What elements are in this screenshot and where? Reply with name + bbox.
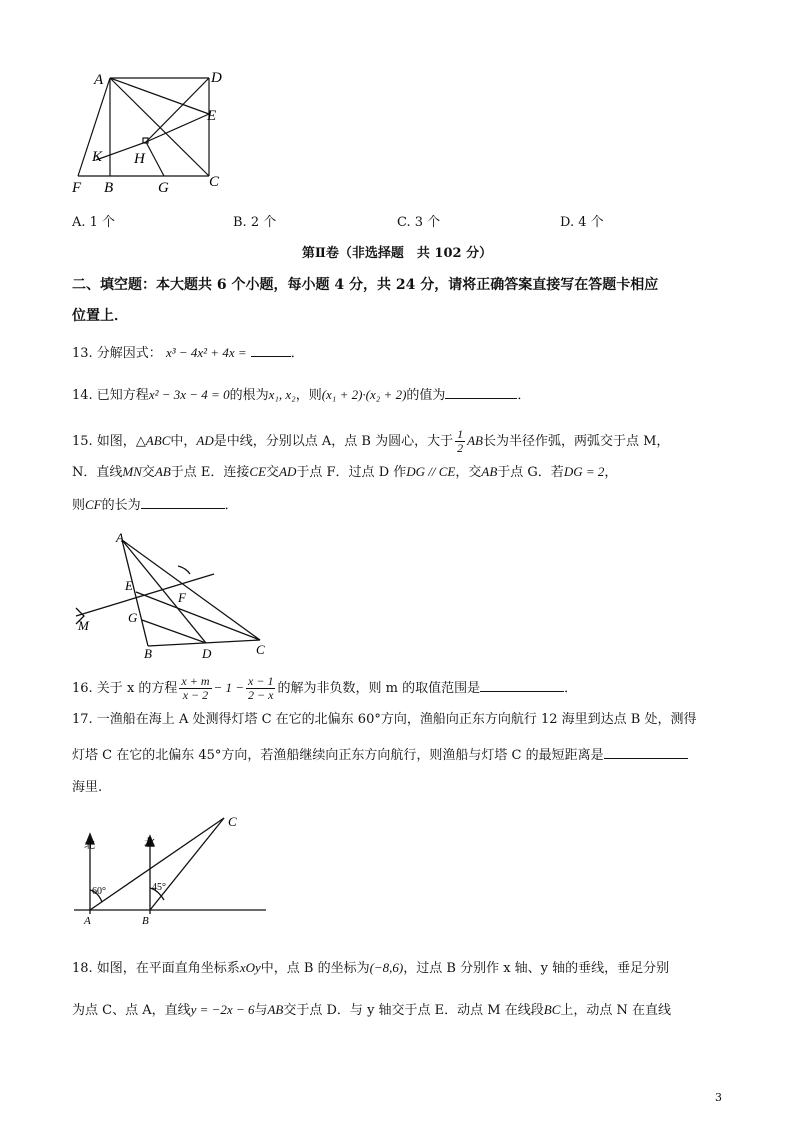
- q15-text: 交: [266, 465, 280, 480]
- q17-line2-text: 灯塔 C 在它的北偏东 45°方向，若渔船继续向正东方向航行，则渔船与灯塔 C 的最短距离是: [72, 748, 604, 763]
- fig1-label-d: D: [211, 70, 222, 86]
- fig3-label-c: C: [228, 814, 237, 829]
- q18-line-equation: y = −2x − 6: [190, 1002, 255, 1017]
- q15-text: 交: [141, 465, 155, 480]
- q15-text: 于点 G．若: [497, 465, 564, 480]
- question-14: [72, 384, 530, 406]
- fig2-label-m: M: [78, 618, 89, 633]
- question-17-line1: 17. 一渔船在海上 A 处测得灯塔 C 在它的北偏东 60°方向，渔船向正东方向航行 12 海里到达点 B 处，测得: [72, 712, 697, 727]
- q15-mn: MN: [122, 464, 142, 479]
- fig3-north-a: 北: [84, 839, 95, 851]
- fig1-label-k: K: [92, 149, 103, 165]
- q14-roots: x₁, x₂: [268, 387, 296, 402]
- q16-prefix: 16. 关于 x 的方程: [72, 681, 178, 696]
- question-13: [72, 342, 304, 364]
- q16-minus-one: − 1 −: [213, 680, 245, 695]
- q15-cf: CF: [85, 497, 102, 512]
- q16-end: ．: [564, 681, 578, 696]
- fig2-label-a: A: [116, 530, 124, 545]
- q15-ad: AD: [279, 464, 297, 479]
- q18-bc: BC: [543, 1002, 561, 1017]
- q16-fraction-1: [179, 675, 211, 702]
- q13-prefix: 13. 分解因式：: [72, 346, 162, 361]
- option-b: B. 2 个: [233, 215, 277, 230]
- q15-answer-blank[interactable]: [141, 494, 225, 509]
- q18-text: 18. 如图，在平面直角坐标系: [72, 961, 240, 976]
- fig1-label-a: A: [94, 72, 104, 88]
- section2-heading-line1: 二、填空题：本大题共 6 个小题，每小题 4 分，共 24 分，请将正确答案直接写在答题卡相应: [72, 277, 659, 293]
- q15-text: ，: [604, 465, 618, 480]
- section2-heading-line2: 位置上．: [72, 308, 128, 324]
- fig2-label-e: E: [125, 578, 133, 593]
- question-16: [72, 670, 577, 707]
- fig2-label-d: D: [202, 646, 212, 660]
- figure-1-geometry: [66, 62, 236, 202]
- fig3-north-b: 北: [144, 837, 155, 849]
- fig3-angle-60: 60°: [92, 886, 106, 897]
- page-number: 3: [715, 1091, 722, 1104]
- fig1-label-h: H: [134, 151, 145, 167]
- fig2-label-g: G: [128, 610, 138, 625]
- q16-fraction-2: [246, 675, 275, 702]
- q15-dg-value: DG = 2: [563, 464, 605, 479]
- fig2-label-b: B: [144, 646, 152, 660]
- q15-ab: AB: [154, 464, 171, 479]
- q16-answer-blank[interactable]: [480, 677, 564, 692]
- fig3-angle-45: 45°: [152, 882, 166, 893]
- question-17-line2: [72, 744, 688, 766]
- q14-expression: (x₁ + 2)·(x₂ + 2): [321, 387, 407, 402]
- q15-ad: AD: [196, 433, 214, 448]
- question-18-line2: [72, 1000, 671, 1021]
- q15-text: 长为半径作弧，两弧交于点 M，: [482, 434, 670, 449]
- section-title: 第Ⅱ卷（非选择题 共 102 分）: [301, 246, 493, 261]
- q13-suffix: ．: [290, 346, 304, 361]
- fig1-label-e: E: [207, 108, 217, 124]
- q14-equation: x² − 3x − 4 = 0: [148, 387, 230, 402]
- q15-text: 的长为: [101, 498, 141, 513]
- question-17-line3: 海里.: [72, 780, 103, 795]
- q15-half-fraction: [455, 428, 465, 455]
- q15-text: 则: [72, 498, 86, 513]
- fig1-label-b: B: [104, 180, 114, 196]
- fraction-numerator: 1: [457, 427, 464, 441]
- q15-triangle: △ABC: [135, 433, 171, 448]
- q15-text: N．直线: [72, 465, 123, 480]
- option-d: D. 4 个: [560, 215, 604, 230]
- q13-expression: x³ − 4x² + 4x =: [165, 345, 247, 360]
- q14-suffix: 的值为: [406, 388, 446, 403]
- q13-answer-blank[interactable]: [251, 342, 291, 357]
- fraction-denominator: x − 2: [182, 688, 209, 702]
- fig1-label-f: F: [72, 180, 82, 196]
- q17-answer-blank[interactable]: [604, 744, 688, 759]
- q15-ab: AB: [481, 464, 498, 479]
- q15-text: 15. 如图，: [72, 434, 136, 449]
- figure-2-triangle: [70, 530, 280, 660]
- q14-comma: ，则: [295, 388, 322, 403]
- q18-text: 为点 C、点 A，直线: [72, 1003, 191, 1018]
- q18-text: 交于点 D．与 y 轴交于点 E．动点 M 在线段: [283, 1003, 544, 1018]
- q15-text: 于点 E．连接: [170, 465, 250, 480]
- q15-text: 中，: [170, 434, 197, 449]
- q18-xoy: xOy: [239, 960, 261, 975]
- q14-end: ．: [517, 388, 531, 403]
- fig3-label-a: A: [84, 915, 91, 927]
- q15-text: ．: [224, 498, 238, 513]
- question-15-line1: [72, 428, 669, 455]
- option-c: C. 3 个: [397, 215, 441, 230]
- question-18-line1: [72, 958, 669, 979]
- fig1-label-g: G: [158, 180, 169, 196]
- q18-text: 上，动点 N 在直线: [560, 1003, 672, 1018]
- fig1-label-c: C: [209, 174, 220, 190]
- q18-text: ，过点 B 分别作 x 轴、y 轴的垂线，垂足分别: [403, 961, 670, 976]
- q14-mid: 的根为: [229, 388, 269, 403]
- q15-text: 是中线，分别以点 A，点 B 为圆心，大于: [213, 434, 454, 449]
- q16-suffix: 的解为非负数，则 m 的取值范围是: [277, 681, 481, 696]
- fig2-label-c: C: [256, 642, 265, 657]
- q15-text: ，交: [455, 465, 482, 480]
- q18-text: 与: [254, 1003, 268, 1018]
- figure-3-bearing: [70, 810, 270, 940]
- q18-ab: AB: [267, 1002, 284, 1017]
- q15-dg-parallel-ce: DG // CE: [406, 464, 456, 479]
- fraction-numerator: x − 1: [248, 674, 274, 688]
- fraction-numerator: x + m: [181, 674, 210, 688]
- q15-text: 于点 F．过点 D 作: [296, 465, 407, 480]
- q18-text: 中，点 B 的坐标为: [260, 961, 370, 976]
- question-15-line2: [72, 462, 617, 483]
- fig2-label-f: F: [178, 590, 186, 605]
- option-a: A. 1 个: [72, 215, 116, 230]
- q15-ab: AB: [467, 433, 483, 448]
- q18-coordinate: (−8,6): [369, 960, 404, 975]
- q14-prefix: 14. 已知方程: [72, 388, 149, 403]
- question-15-line3: [72, 494, 238, 516]
- fig3-label-b: B: [142, 915, 149, 927]
- q15-ce: CE: [249, 464, 267, 479]
- fraction-denominator: 2: [457, 441, 464, 455]
- q14-answer-blank[interactable]: [445, 384, 517, 399]
- fraction-denominator: 2 − x: [248, 688, 274, 702]
